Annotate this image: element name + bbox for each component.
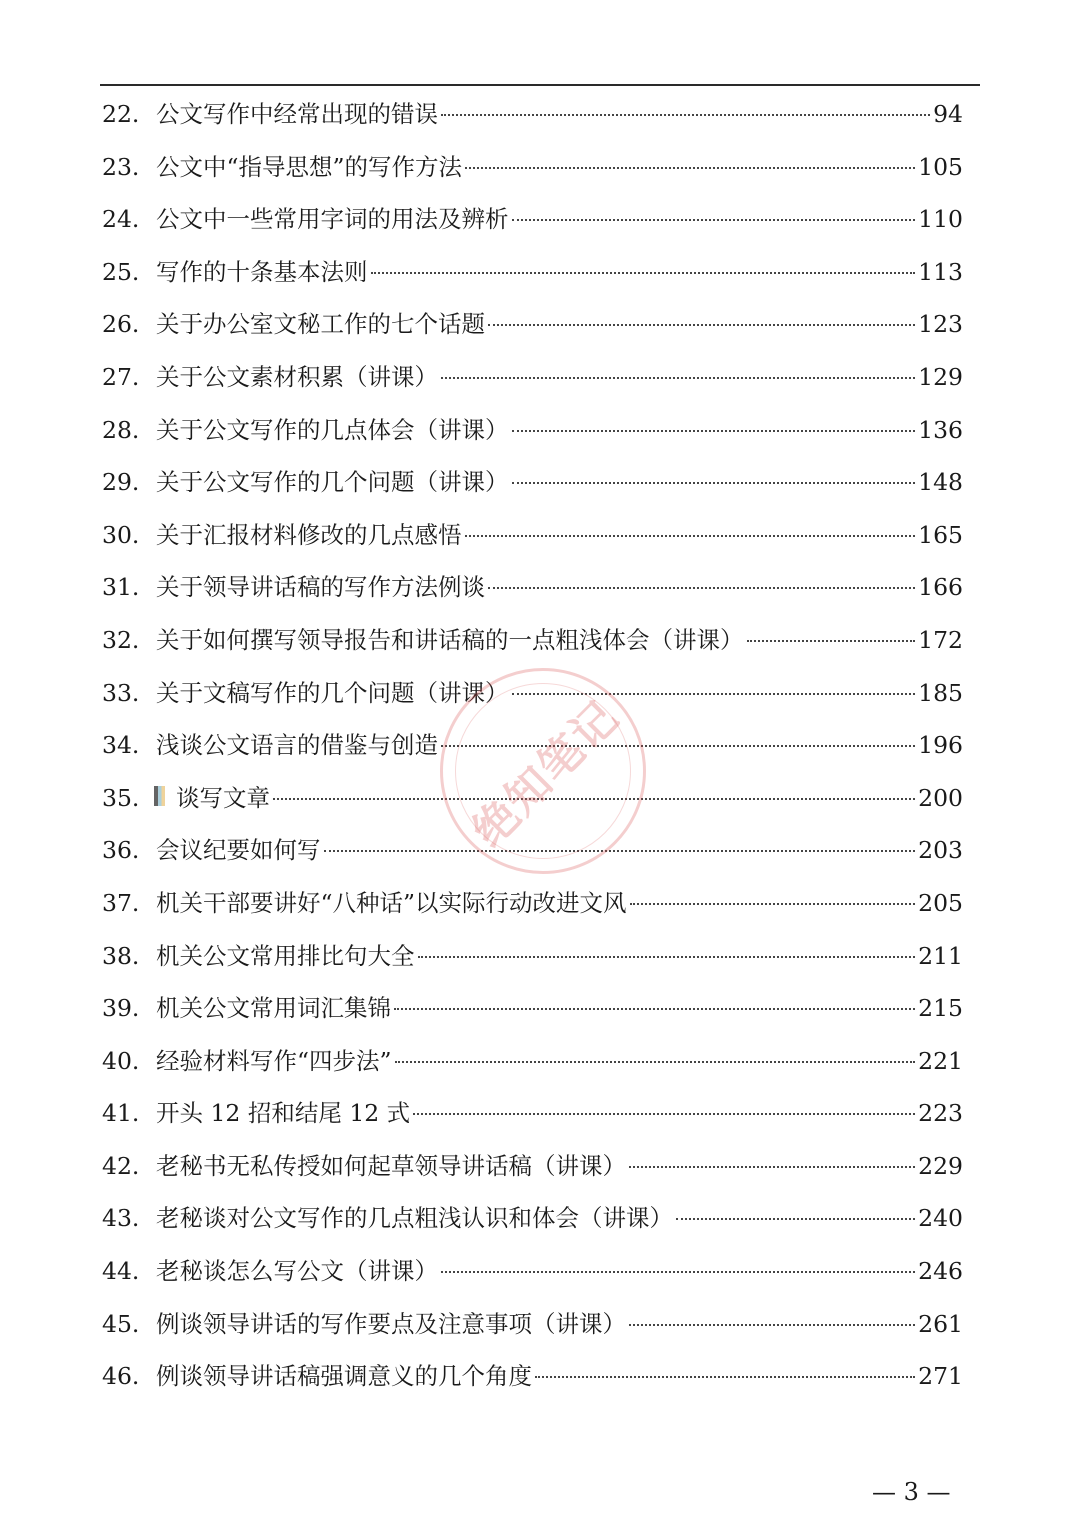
entry-page: 148	[918, 468, 963, 497]
entry-number: 28.	[102, 415, 140, 444]
entry-page: 200	[918, 783, 963, 812]
dot-leader	[324, 850, 916, 852]
toc-entry[interactable]	[102, 404, 963, 457]
entry-number: 43.	[102, 1204, 140, 1233]
dot-leader	[535, 1376, 915, 1378]
entry-title: 老秘谈怎么写公文（讲课）	[156, 1257, 438, 1286]
entry-title: 公文写作中经常出现的错误	[156, 100, 438, 128]
toc-entry[interactable]	[102, 456, 963, 509]
dot-leader	[465, 167, 915, 169]
dot-leader	[413, 1113, 915, 1115]
dot-leader	[488, 587, 915, 589]
page-number: — 3 —	[872, 1478, 951, 1506]
entry-page: 240	[918, 1204, 963, 1233]
entry-number: 29.	[102, 468, 140, 497]
dot-leader	[676, 1218, 915, 1220]
toc-entry[interactable]	[102, 1035, 963, 1088]
entry-title: 机关公文常用词汇集锦	[156, 994, 391, 1023]
toc-entry[interactable]	[102, 877, 963, 930]
toc-entry[interactable]	[102, 561, 963, 614]
entry-title: 浅谈公文语言的借鉴与创造	[156, 731, 438, 760]
dot-leader	[395, 1061, 916, 1063]
entry-number: 37.	[102, 888, 140, 917]
entry-page: 172	[918, 625, 963, 654]
entry-number: 30.	[102, 520, 140, 549]
dot-leader	[441, 1271, 915, 1273]
entry-page: 136	[918, 415, 963, 444]
entry-page: 215	[918, 994, 963, 1023]
entry-title: 公文中“指导思想”的写作方法	[156, 152, 463, 181]
dot-leader	[630, 903, 916, 905]
dot-leader	[629, 1324, 915, 1326]
entry-page: 185	[918, 678, 963, 707]
toc-entry[interactable]	[102, 351, 963, 404]
watermark-text: 绝知笔记	[463, 691, 630, 858]
entry-number: 36.	[102, 836, 140, 865]
dot-leader	[512, 219, 916, 221]
dot-leader	[512, 693, 916, 695]
dot-leader	[418, 956, 916, 958]
entry-page: 246	[918, 1257, 963, 1286]
dot-leader	[371, 272, 916, 274]
dot-leader	[488, 324, 915, 326]
entry-number: 33.	[102, 678, 140, 707]
dot-leader	[441, 377, 915, 379]
entry-page: 110	[918, 205, 963, 234]
entry-page: 94	[933, 100, 963, 128]
toc-entry[interactable]	[102, 1350, 963, 1403]
toc-entry[interactable]	[102, 772, 963, 825]
entry-title: 关于汇报材料修改的几点感悟	[156, 520, 462, 549]
entry-number: 44.	[102, 1257, 140, 1286]
table-of-contents	[102, 88, 963, 1403]
dot-leader	[441, 114, 930, 116]
entry-title: 关于办公室文秘工作的七个话题	[156, 310, 485, 339]
toc-entry[interactable]	[102, 614, 963, 667]
dot-leader	[747, 640, 916, 642]
dot-leader	[394, 1008, 915, 1010]
entry-page: 105	[918, 152, 963, 181]
entry-page: 223	[918, 1099, 963, 1128]
dot-leader	[629, 1166, 915, 1168]
entry-page: 229	[918, 1151, 963, 1180]
entry-page: 211	[918, 941, 963, 970]
entry-number: 22.	[102, 100, 140, 128]
entry-number: 25.	[102, 257, 140, 286]
entry-number: 34.	[102, 731, 140, 760]
dot-leader	[441, 745, 915, 747]
toc-entry[interactable]	[102, 719, 963, 772]
entry-page: 113	[918, 257, 963, 286]
toc-entry[interactable]	[102, 298, 963, 351]
entry-number: 39.	[102, 994, 140, 1023]
toc-entry[interactable]	[102, 824, 963, 877]
entry-title: 经验材料写作“四步法”	[156, 1046, 392, 1075]
entry-number: 32.	[102, 625, 140, 654]
entry-title: 关于公文写作的几点体会（讲课）	[156, 415, 509, 444]
entry-title: 关于如何撰写领导报告和讲话稿的一点粗浅体会（讲课）	[156, 625, 744, 654]
toc-entry[interactable]	[102, 193, 963, 246]
entry-number: 26.	[102, 310, 140, 339]
entry-title: 老秘书无私传授如何起草领导讲话稿（讲课）	[156, 1151, 626, 1180]
entry-number: 38.	[102, 941, 140, 970]
redacted-mark-icon	[154, 786, 168, 806]
toc-entry[interactable]	[102, 509, 963, 562]
toc-entry[interactable]	[102, 1140, 963, 1193]
toc-entry[interactable]	[102, 667, 963, 720]
dot-leader	[465, 535, 916, 537]
entry-page: 205	[918, 888, 963, 917]
toc-entry[interactable]	[102, 88, 963, 141]
toc-entry[interactable]	[102, 982, 963, 1035]
entry-page: 123	[918, 310, 963, 339]
toc-entry[interactable]	[102, 1245, 963, 1298]
entry-title: 关于领导讲话稿的写作方法例谈	[156, 573, 485, 602]
entry-title: 关于公文素材积累（讲课）	[156, 362, 438, 391]
entry-title: 开头 12 招和结尾 12 式	[156, 1099, 411, 1128]
toc-entry[interactable]	[102, 141, 963, 194]
entry-page: 203	[918, 836, 963, 865]
entry-number: 35.	[102, 783, 140, 812]
entry-title: 例谈领导讲话的写作要点及注意事项（讲课）	[156, 1309, 626, 1338]
toc-entry[interactable]	[102, 246, 963, 299]
entry-title: 关于公文写作的几个问题（讲课）	[156, 468, 509, 497]
entry-number: 31.	[102, 573, 140, 602]
entry-number: 42.	[102, 1151, 140, 1180]
toc-entry[interactable]	[102, 1192, 963, 1245]
entry-title: 关于文稿写作的几个问题（讲课）	[156, 678, 509, 707]
entry-page: 129	[918, 362, 963, 391]
dot-leader	[512, 430, 916, 432]
toc-entry[interactable]	[102, 1087, 963, 1140]
entry-title: 谈写文章	[176, 783, 270, 812]
entry-page: 221	[918, 1046, 963, 1075]
entry-number: 23.	[102, 152, 140, 181]
entry-page: 196	[918, 731, 963, 760]
entry-title: 公文中一些常用字词的用法及辨析	[156, 205, 509, 234]
entry-page: 166	[918, 573, 963, 602]
entry-number: 27.	[102, 362, 140, 391]
entry-title: 机关干部要讲好“八种话”以实际行动改进文风	[156, 888, 627, 917]
entry-number: 24.	[102, 205, 140, 234]
toc-entry[interactable]	[102, 930, 963, 983]
entry-number: 45.	[102, 1309, 140, 1338]
entry-page: 271	[918, 1362, 963, 1391]
dot-leader	[512, 482, 916, 484]
entry-title: 机关公文常用排比句大全	[156, 941, 415, 970]
entry-page: 261	[918, 1309, 963, 1338]
entry-title: 老秘谈对公文写作的几点粗浅认识和体会（讲课）	[156, 1204, 673, 1233]
entry-page: 165	[918, 520, 963, 549]
toc-entry[interactable]	[102, 1298, 963, 1351]
entry-title: 写作的十条基本法则	[156, 257, 368, 286]
entry-number: 40.	[102, 1046, 140, 1075]
entry-number: 41.	[102, 1099, 140, 1128]
entry-title: 会议纪要如何写	[156, 836, 321, 865]
entry-number: 46.	[102, 1362, 140, 1391]
header-rule	[100, 84, 980, 86]
dot-leader	[273, 798, 915, 800]
entry-title: 例谈领导讲话稿强调意义的几个角度	[156, 1362, 532, 1391]
